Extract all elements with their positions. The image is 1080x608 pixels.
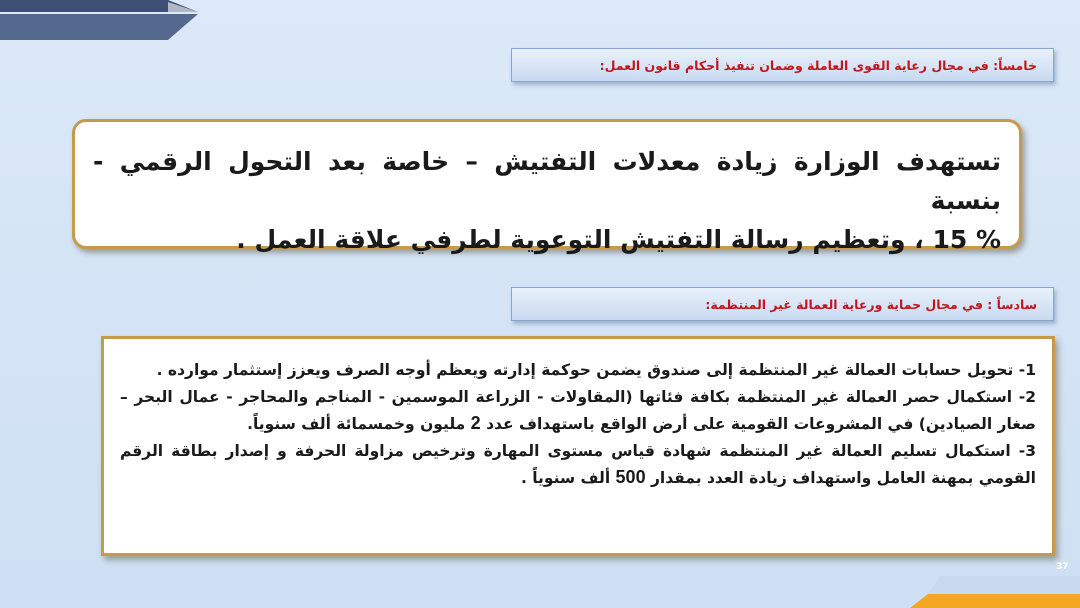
section5-line-2: [93, 220, 1001, 259]
item-3-number: 500: [615, 467, 646, 487]
section6-content-box: [101, 336, 1055, 556]
section6-item-1: 1- تحويل حسابات العمالة غير المنتظمة إلى صندوق يضمن حوكمة إدارته ويعظم أوجه الصرف ويعزز إستثمار موارده .: [156, 361, 1036, 379]
section5-content-box: [72, 119, 1022, 254]
corner-decoration-bottom: [910, 576, 1080, 608]
inspection-percentage: 15 %: [932, 225, 1001, 254]
section6-item-2: [120, 384, 1036, 438]
section5-line-1: تستهدف الوزارة زيادة معدلات التفتيش – خاصة بعد التحول الرقمي - بنسبة: [93, 147, 1001, 215]
item-3-text-end: ألف سنوياً .: [520, 469, 616, 487]
slide-number: 37: [1056, 562, 1069, 572]
item-2-text-end: مليون وخمسمائة ألف سنوياً.: [247, 415, 471, 433]
section6-heading: سادساً : في مجال حماية ورعاية العمالة غير المنتظمة:: [511, 287, 1054, 321]
section5-heading: خامساً: في مجال رعاية القوى العاملة وضمان تنفيذ أحكام قانون العمل:: [511, 48, 1054, 82]
section6-item-3: [120, 438, 1036, 492]
item-3-text: 3- استكمال تسليم العمالة غير المنتظمة شهادة قياس مستوى المهارة وترخيص مزاولة الحرفة و إصدار بطاقة الرقم القومي بمهنة العامل واستهداف زيادة العدد بمقدار: [120, 441, 1036, 487]
item-2-number: 2: [470, 413, 481, 433]
item-2-text: 2- استكمال حصر العمالة غير المنتظمة بكافة فئاتها (المقاولات - الزراعة الموسمين - المناجم والمحاجر - عمال البحر – صغار الصيادين) في المشروعات القومية على أرض الواقع باستهداف عدد: [120, 387, 1036, 433]
section5-line-2-text: ، وتعظيم رسالة التفتيش التوعوية لطرفي علاقة العمل .: [236, 225, 933, 254]
corner-decoration-top: [0, 0, 210, 45]
